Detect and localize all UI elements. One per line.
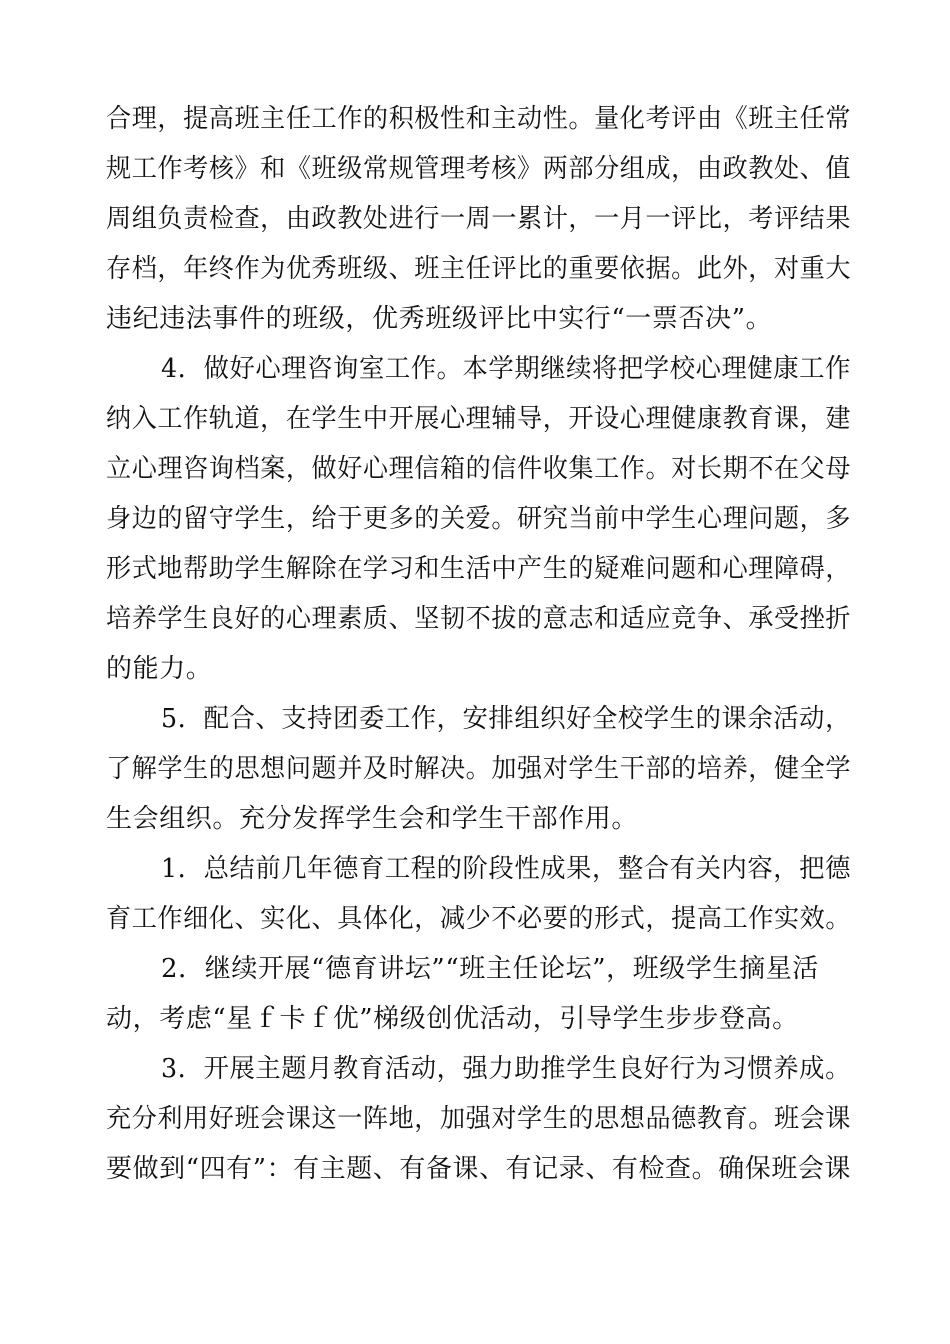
text-line: 生会组织。充分发挥学生会和学生干部作用。 [106, 804, 639, 834]
text-line: 合理，提高班主任工作的积极性和主动性。量化考评由《班主任常 [106, 104, 852, 134]
paragraph-item-1 [106, 844, 851, 944]
text-line: 立心理咨询档案，做好心理信箱的信件收集工作。对长期不在父母 [106, 454, 852, 484]
paragraph-item-5 [106, 694, 851, 844]
text-line: 2．继续开展“德育讲坛”“班主任论坛”，班级学生摘星活 [161, 954, 819, 984]
text-line: 1．总结前几年德育工程的阶段性成果，整合有关内容，把德 [161, 854, 851, 884]
text-line: 培养学生良好的心理素质、坚韧不拔的意志和适应竞争、承受挫折 [106, 604, 852, 634]
paragraph-evaluation [106, 94, 851, 344]
text-line: 动，考虑“星ｆ卡ｆ优”梯级创优活动，引导学生步步登高。 [106, 1004, 799, 1034]
text-line: 违纪违法事件的班级，优秀班级评比中实行“一票否决”。 [106, 304, 773, 334]
paragraph-item-2 [106, 944, 851, 1044]
text-line: 育工作细化、实化、具体化，减少不必要的形式，提高工作实效。 [106, 904, 852, 934]
text-line: 形式地帮助学生解除在学习和生活中产生的疑难问题和心理障碍， [106, 554, 852, 584]
text-line: 的能力。 [106, 654, 213, 684]
text-line: 纳入工作轨道，在学生中开展心理辅导，开设心理健康教育课，建 [106, 404, 852, 434]
document-body [106, 94, 851, 1194]
paragraph-item-3 [106, 1044, 851, 1194]
text-line: 3．开展主题月教育活动，强力助推学生良好行为习惯养成。 [161, 1054, 851, 1084]
text-line: 充分利用好班会课这一阵地，加强对学生的思想品德教育。班会课 [106, 1104, 852, 1134]
text-line: 要做到“四有”：有主题、有备课、有记录、有检查。确保班会课 [106, 1154, 852, 1184]
text-line: 5．配合、支持团委工作，安排组织好全校学生的课余活动， [161, 704, 851, 734]
text-line: 周组负责检查，由政教处进行一周一累计，一月一评比，考评结果 [106, 204, 852, 234]
text-line: 规工作考核》和《班级常规管理考核》两部分组成，由政教处、值 [106, 154, 852, 184]
paragraph-item-4 [106, 344, 851, 694]
text-line: 4．做好心理咨询室工作。本学期继续将把学校心理健康工作 [161, 354, 851, 384]
text-line: 了解学生的思想问题并及时解决。加强对学生干部的培养，健全学 [106, 754, 852, 784]
text-line: 身边的留守学生，给于更多的关爱。研究当前中学生心理问题，多 [106, 504, 852, 534]
text-line: 存档，年终作为优秀班级、班主任评比的重要依据。此外，对重大 [106, 254, 852, 284]
